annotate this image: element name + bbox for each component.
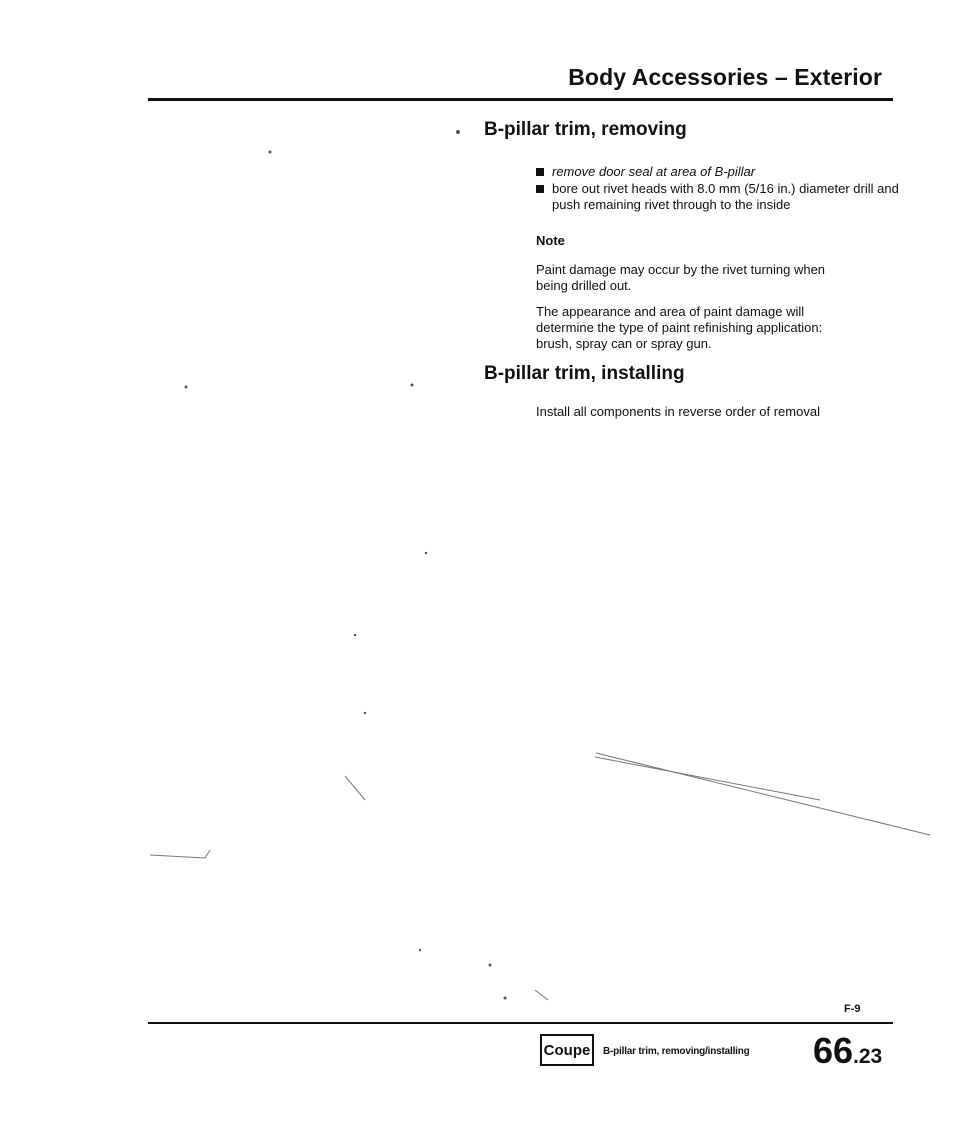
scan-streak: [345, 776, 365, 800]
scan-streak: [150, 850, 210, 858]
scan-streak: [595, 757, 820, 800]
square-bullet-icon: [536, 168, 544, 176]
scan-speck: [504, 997, 507, 1000]
square-bullet-icon: [536, 185, 544, 193]
model-box: Coupe: [540, 1034, 594, 1066]
figure-label: F-9: [844, 1003, 861, 1015]
scan-speck: [354, 634, 356, 636]
note-paragraph: Paint damage may occur by the rivet turning when being drilled out.: [536, 262, 826, 293]
page-number-major: 66: [813, 1030, 854, 1071]
scan-speck: [419, 949, 421, 951]
scan-speck: [364, 712, 366, 714]
section-heading-installing: B-pillar trim, installing: [484, 363, 685, 384]
scan-speck: [425, 552, 427, 554]
section-heading-removing: B-pillar trim, removing: [484, 119, 687, 140]
step-text: bore out rivet heads with 8.0 mm (5/16 in.) diameter drill and push remaining rivet through to the inside: [552, 181, 899, 212]
list-item: [536, 164, 904, 180]
footer-rule: [148, 1022, 893, 1024]
page-number: [813, 1030, 882, 1072]
scan-speck: [456, 130, 460, 134]
scan-speck: [489, 964, 492, 967]
removal-steps-list: [484, 164, 904, 213]
footer-caption: B-pillar trim, removing/installing: [603, 1046, 750, 1057]
page-number-minor: .23: [853, 1045, 883, 1068]
install-instruction: Install all components in reverse order of removal: [536, 404, 820, 419]
note-label: Note: [536, 233, 565, 248]
header-rule: [148, 98, 893, 101]
page-header-title: Body Accessories – Exterior: [568, 64, 882, 90]
scan-speck: [411, 384, 414, 387]
scan-streak: [596, 753, 930, 835]
scan-speck: [269, 151, 272, 154]
step-text: remove door seal at area of B-pillar: [552, 164, 756, 179]
main-content: [484, 118, 904, 420]
list-item: [536, 181, 904, 213]
note-paragraph: The appearance and area of paint damage will determine the type of paint refinishing application: brush, spray can or spray gun.: [536, 304, 823, 351]
scan-streak: [535, 990, 548, 1000]
scan-speck: [185, 386, 188, 389]
